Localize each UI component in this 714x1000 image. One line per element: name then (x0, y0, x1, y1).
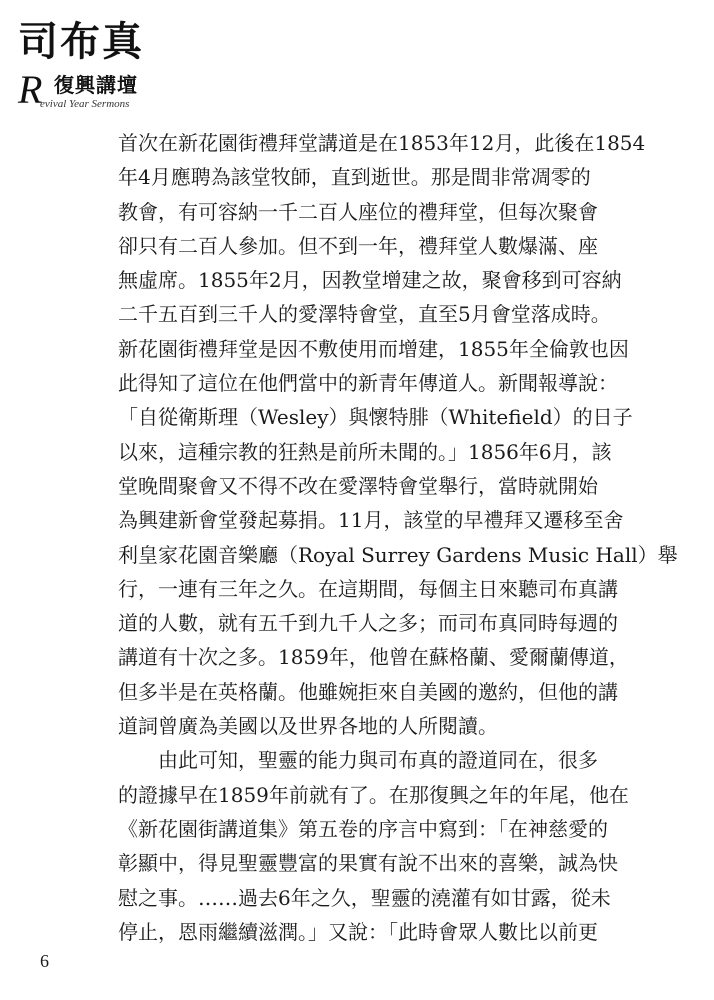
logo-subtitle: 復興講壇 (54, 73, 138, 97)
text-line: 無虛席。1855年2月，因教堂增建之故，聚會移到可容納 (118, 268, 622, 293)
text-line: 卻只有二百人參加。但不到一年，禮拜堂人數爆滿、座 (118, 233, 598, 258)
text-line: 以來，這種宗教的狂熱是前所未聞的。」1856年6月，該 (118, 439, 612, 464)
text-line: 由此可知，聖靈的能力與司布真的證道同在，很多 (118, 748, 598, 773)
text-line: 講道有十次之多。1859年，他曾在蘇格蘭、愛爾蘭傳道， (118, 645, 629, 670)
text-line: 二千五百到三千人的愛澤特會堂，直至5月會堂落成時。 (118, 302, 611, 327)
text-line: 彰顯中，得見聖靈豐富的果實有說不出來的喜樂，誠為快 (118, 851, 618, 876)
text-line: 慰之事。……過去6年之久，聖靈的澆灌有如甘露，從未 (118, 885, 611, 910)
text-line: 道的人數，就有五千到九千人之多；而司布真同時每週的 (118, 611, 618, 636)
text-line: 但多半是在英格蘭。他雖婉拒來自美國的邀約，但他的講 (118, 679, 618, 704)
book-logo (18, 18, 188, 112)
text-line: 堂晚間聚會又不得不改在愛澤特會堂舉行，當時就開始 (118, 473, 598, 498)
text-line: 教會，有可容納一千二百人座位的禮拜堂，但每次聚會 (118, 199, 598, 224)
text-line: 「自從衛斯理（Wesley）與懷特腓（Whitefield）的日子 (118, 405, 633, 430)
logo-title: 司布真 (18, 18, 144, 65)
text-line: 的證據早在1859年前就有了。在那復興之年的年尾，他在 (118, 782, 629, 807)
text-line: 利皇家花園音樂廳（Royal Surrey Gardens Music Hall）舉 (118, 542, 678, 567)
text-line: 新花園街禮拜堂是因不敷使用而增建，1855年全倫敦也因 (118, 336, 629, 361)
page-number: 6 (40, 951, 49, 971)
text-line: 《新花園街講道集》第五卷的序言中寫到：「在神慈愛的 (118, 816, 608, 841)
text-line: 停止，恩雨繼續滋潤。」又說：「此時會眾人數比以前更 (118, 919, 598, 944)
text-line: 為興建新會堂發起募捐。11月，該堂的早禮拜又遷移至舍 (118, 508, 624, 533)
text-line: 此得知了這位在他們當中的新青年傳道人。新聞報導說： (118, 371, 618, 396)
text-line: 首次在新花園街禮拜堂講道是在1853年12月，此後在1854 (118, 131, 646, 155)
body-text (118, 126, 678, 949)
logo-english-title: evival Year Sermons (40, 98, 130, 110)
logo-initial: R (18, 67, 43, 112)
text-line: 道詞曾廣為美國以及世界各地的人所閱讀。 (118, 714, 498, 739)
text-line: 行，一連有三年之久。在這期間，每個主日來聽司布真講 (118, 576, 618, 601)
text-line: 年4月應聘為該堂牧師，直到逝世。那是間非常凋零的 (118, 165, 591, 190)
